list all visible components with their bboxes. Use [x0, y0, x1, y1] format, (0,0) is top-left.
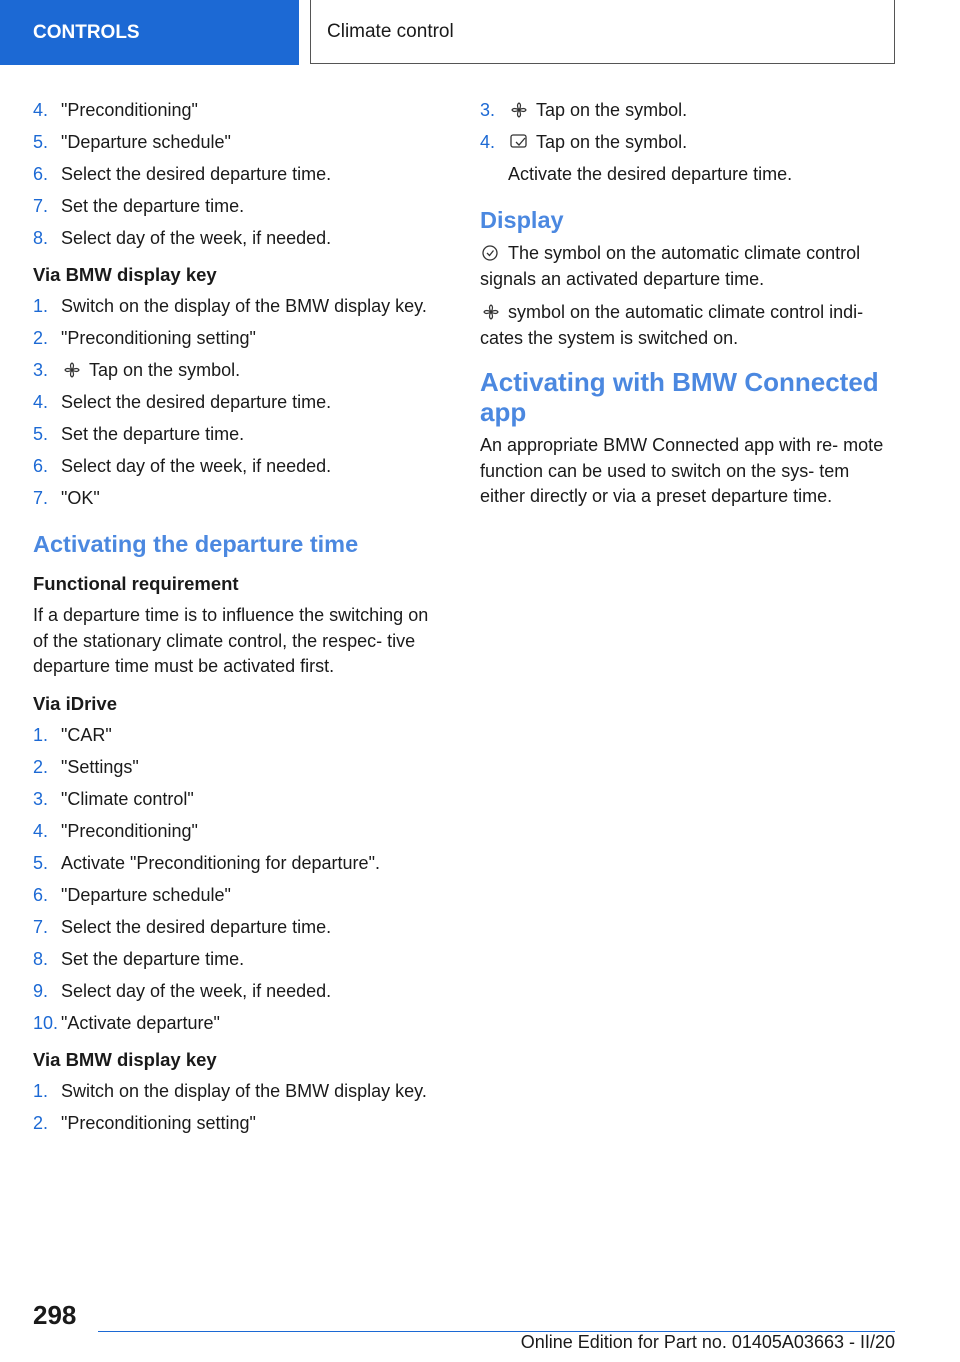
- paragraph-display-1: The symbol on the automatic climate control signals an activated departure time.: [480, 243, 861, 289]
- fan-icon: [508, 101, 530, 119]
- steps-list-a: [33, 98, 438, 251]
- list-item: 6. Select day of the week, if needed.: [33, 456, 332, 476]
- list-item: 4. Select the desired departure time.: [33, 392, 332, 412]
- list-item: 7. "OK": [33, 488, 100, 508]
- subheading-functional-requirement: Functional requirement: [33, 573, 239, 594]
- list-item: 7. Select the desired departure time.: [33, 916, 332, 937]
- page-number: 298: [33, 1300, 77, 1330]
- right-column: [480, 98, 895, 518]
- list-item: 5. Set the departure time.: [33, 424, 245, 444]
- list-item: 4. "Preconditioning": [33, 820, 198, 841]
- list-continuation: Activate the desired departure time.: [508, 164, 793, 184]
- list-item: 1. Switch on the display of the BMW display key.: [33, 296, 427, 316]
- section-tab: CONTROLS: [0, 0, 299, 65]
- list-item: 9. Select day of the week, if needed.: [33, 980, 332, 1001]
- list-item: 2. "Preconditioning setting": [33, 1112, 256, 1133]
- list-item: 1. "CAR": [33, 724, 112, 745]
- list-item: 8. Select day of the week, if needed.: [33, 228, 332, 248]
- footer-edition: Online Edition for Part no. 01405A03663 - II/20: [520, 1332, 895, 1352]
- subheading-display-key: Via BMW display key: [33, 264, 217, 285]
- subheading-idrive: Via iDrive: [33, 692, 117, 714]
- list-item: 4. Tap on the symbol.: [480, 132, 688, 152]
- list-item: 5. "Departure schedule": [33, 132, 231, 152]
- fan-icon: [480, 303, 502, 321]
- list-item: 3. "Climate control": [33, 788, 194, 809]
- steps-list-d: [33, 1079, 438, 1136]
- fan-icon: [61, 361, 83, 379]
- subheading-display-key-2: Via BMW display key: [33, 1048, 217, 1070]
- list-item: 4. "Preconditioning": [33, 100, 198, 120]
- clock-check-icon: [480, 244, 502, 262]
- list-item: 6. Select the desired departure time.: [33, 164, 332, 184]
- list-item: 10. "Activate departure": [33, 1012, 220, 1033]
- steps-list-e: [480, 98, 895, 155]
- paragraph-display-2: symbol on the automatic climate control indi‐ cates the system is switched on.: [480, 302, 864, 348]
- list-item: 8. Set the departure time.: [33, 948, 245, 969]
- heading-display: Display: [480, 207, 564, 233]
- list-item: 1. Switch on the display of the BMW display key.: [33, 1080, 427, 1101]
- steps-list-c: [33, 723, 438, 1036]
- timer-check-icon: [508, 133, 530, 151]
- chapter-title: Climate control: [310, 0, 895, 64]
- list-item: 7. Set the departure time.: [33, 196, 245, 216]
- heading-connected-app: Activating with BMW Connected app: [480, 367, 879, 427]
- steps-list-b: [33, 294, 438, 511]
- list-item: 3. Tap on the symbol.: [480, 100, 688, 120]
- list-item: 3. Tap on the symbol.: [33, 360, 241, 380]
- paragraph-connected-app: An appropriate BMW Connected app with re‐ mote function can be used to switch on the sys‐ tem either directly or via a preset departure time.: [480, 435, 884, 506]
- list-item: 6. "Departure schedule": [33, 884, 231, 905]
- heading-activating-departure: Activating the departure time: [33, 531, 359, 557]
- left-column: [33, 98, 438, 1143]
- list-item: 5. Activate "Preconditioning for departure".: [33, 852, 380, 873]
- list-item: 2. "Settings": [33, 756, 139, 777]
- list-item: 2. "Preconditioning setting": [33, 328, 256, 348]
- paragraph-functional: If a departure time is to influence the switching on of the stationary climate control, the respec‐ tive departure time must be activated first.: [33, 605, 429, 676]
